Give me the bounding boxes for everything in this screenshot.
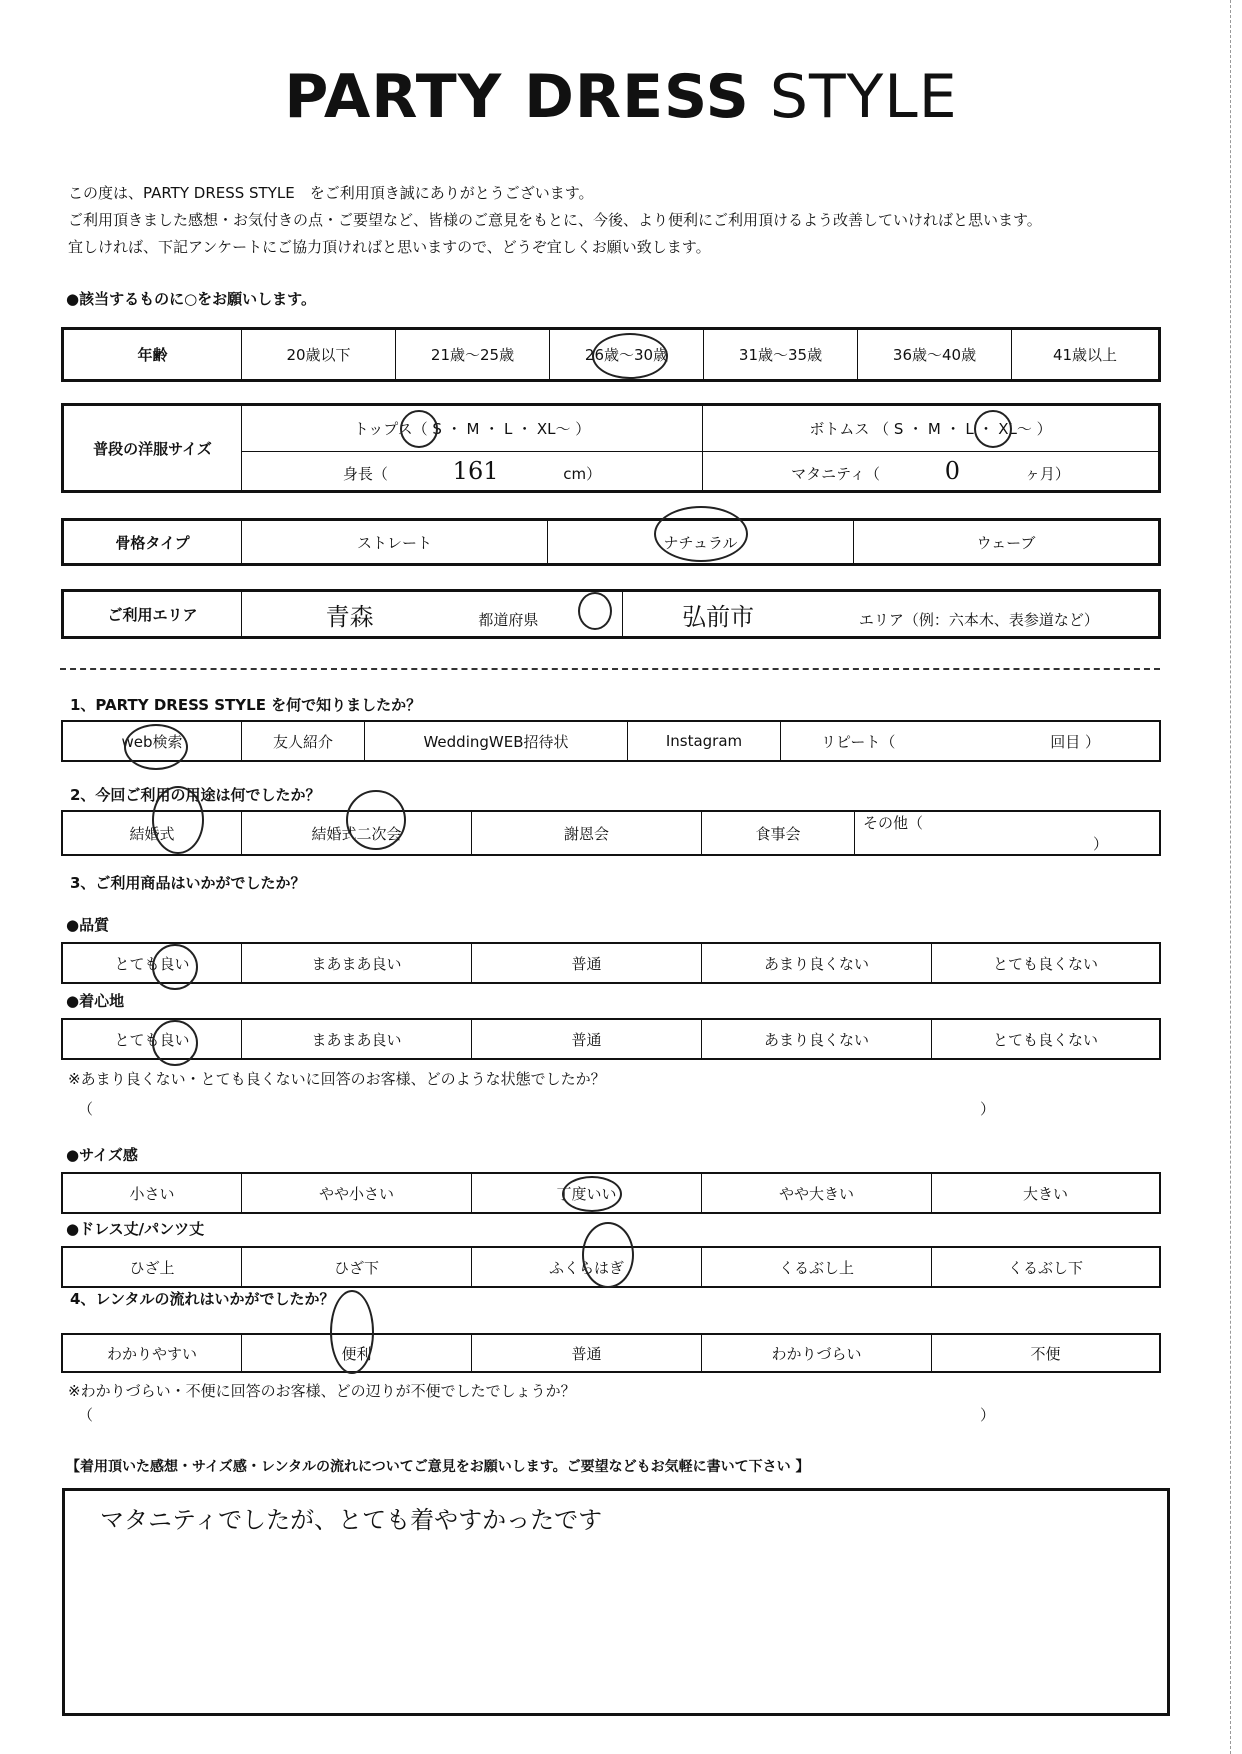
q2-other-close: ） bbox=[1093, 835, 1109, 853]
prefecture-unit: 都道府県 bbox=[478, 610, 539, 629]
prefecture-value: 青森 bbox=[325, 602, 374, 631]
fit-option[interactable]: 丁度いい bbox=[472, 1173, 702, 1213]
q4-problem-note: ※わかりづらい・不便に回答のお客様、どの辺りが不便でしたでしょうか？ bbox=[68, 1382, 576, 1400]
fit-option[interactable]: やや小さい bbox=[242, 1173, 472, 1213]
logo-bold: PARTY DRESS bbox=[284, 62, 750, 132]
quality-label: ●品質 bbox=[66, 916, 110, 934]
q2-other-field[interactable] bbox=[855, 811, 1161, 855]
q1-question: 1、PARTY DRESS STYLE を何で知りましたか？ bbox=[70, 696, 422, 714]
length-option[interactable]: ひざ下 bbox=[242, 1247, 472, 1287]
maternity-unit: ヶ月） bbox=[1024, 465, 1070, 483]
city-value: 弘前市 bbox=[682, 602, 755, 631]
q3-paren-open: （ bbox=[78, 1100, 94, 1118]
section-divider bbox=[60, 668, 1160, 670]
fit-label: ●サイズ感 bbox=[66, 1146, 138, 1164]
comfort-option[interactable]: とても良くない bbox=[932, 1019, 1161, 1059]
area-label: ご利用エリア bbox=[63, 591, 242, 638]
prefecture-field[interactable] bbox=[242, 591, 623, 638]
q4-option[interactable]: わかりづらい bbox=[702, 1334, 932, 1372]
age-option[interactable]: 36歳〜40歳 bbox=[858, 329, 1012, 381]
brand-logo bbox=[0, 62, 1242, 132]
tops-selection-circle bbox=[400, 410, 438, 448]
quality-option[interactable]: まあまあ良い bbox=[242, 943, 472, 983]
q3-paren-close: ） bbox=[980, 1100, 996, 1118]
q2-option[interactable]: 食事会 bbox=[702, 811, 855, 855]
intro-line-1: この度は、PARTY DRESS STYLE をご利用頂き誠にありがとうございます。 bbox=[68, 184, 594, 202]
logo-light: STYLE bbox=[769, 62, 958, 132]
quality-option[interactable]: 普通 bbox=[472, 943, 702, 983]
height-field[interactable] bbox=[242, 452, 703, 492]
quality-selection-circle bbox=[152, 944, 198, 990]
intro-text bbox=[68, 180, 1188, 261]
comfort-selection-circle bbox=[152, 1020, 198, 1066]
q4-selection-circle bbox=[330, 1290, 374, 1374]
age-label: 年齢 bbox=[63, 329, 242, 381]
q3-question: 3、ご利用商品はいかがでしたか？ bbox=[70, 874, 306, 892]
frame-table bbox=[61, 518, 1161, 566]
comfort-option[interactable]: とても良い bbox=[62, 1019, 242, 1059]
length-selection-circle bbox=[582, 1222, 634, 1288]
comfort-option[interactable]: あまり良くない bbox=[702, 1019, 932, 1059]
bottoms-selection-circle bbox=[974, 410, 1012, 448]
intro-line-2: ご利用頂きました感想・お気付きの点・ご要望など、皆様のご意見をもとに、今後、より便利にご利用頂けるよう改善していければと思います。 bbox=[68, 211, 1042, 229]
maternity-field[interactable] bbox=[703, 452, 1160, 492]
prefecture-selection-circle bbox=[578, 592, 612, 630]
intro-line-3: 宜しければ、下記アンケートにご協力頂ければと思いますので、どうぞ宜しくお願い致します。 bbox=[68, 238, 711, 256]
age-option[interactable]: 20歳以下 bbox=[242, 329, 396, 381]
area-hint: エリア（例：六本木、表参道など） bbox=[858, 610, 1099, 629]
q1-repeat-field[interactable] bbox=[781, 721, 1161, 761]
q2-option[interactable]: 結婚式 bbox=[62, 811, 242, 855]
q4-option[interactable]: わかりやすい bbox=[62, 1334, 242, 1372]
q2-question: 2、今回ご利用の用途は何でしたか？ bbox=[70, 786, 321, 804]
fit-option[interactable]: 大きい bbox=[932, 1173, 1161, 1213]
q2-table bbox=[61, 810, 1161, 856]
q1-option[interactable]: WeddingWEB招待状 bbox=[365, 721, 628, 761]
size-label: 普段の洋服サイズ bbox=[63, 405, 242, 492]
q1-repeat-count-label: 回目 ） bbox=[1050, 732, 1100, 751]
length-option[interactable]: くるぶし下 bbox=[932, 1247, 1161, 1287]
q4-option[interactable]: 不便 bbox=[932, 1334, 1161, 1372]
q1-repeat-label: リピート（ bbox=[821, 732, 896, 751]
age-option[interactable]: 41歳以上 bbox=[1012, 329, 1160, 381]
height-unit: cm） bbox=[563, 465, 602, 483]
q4-question: 4、レンタルの流れはいかがでしたか？ bbox=[70, 1290, 335, 1308]
q4-paren-close: ） bbox=[980, 1406, 996, 1424]
bottoms-sizes[interactable]: ボトムス （ S ・ M ・ L ・ XL〜 ） bbox=[703, 405, 1160, 452]
maternity-label: マタニティ（ bbox=[791, 465, 880, 483]
comfort-table bbox=[61, 1018, 1161, 1060]
comment-text: マタニティでしたが、とても着やすかったです bbox=[100, 1506, 603, 1534]
q1-option[interactable]: 友人紹介 bbox=[242, 721, 365, 761]
q2-option[interactable]: 結婚式二次会 bbox=[242, 811, 472, 855]
length-option[interactable]: くるぶし上 bbox=[702, 1247, 932, 1287]
quality-option[interactable]: あまり良くない bbox=[702, 943, 932, 983]
frame-option[interactable]: ストレート bbox=[242, 520, 548, 565]
q2-selection-circle-2 bbox=[346, 790, 406, 850]
tops-sizes[interactable]: トップス（ S ・ M ・ L ・ XL〜 ） bbox=[242, 405, 703, 452]
fit-selection-circle bbox=[562, 1176, 622, 1212]
q1-selection-circle bbox=[124, 724, 188, 770]
q2-other-label: その他（ bbox=[863, 814, 924, 832]
q1-table bbox=[61, 720, 1161, 762]
q4-option[interactable]: 普通 bbox=[472, 1334, 702, 1372]
length-label: ●ドレス丈/パンツ丈 bbox=[66, 1220, 205, 1238]
q4-table bbox=[61, 1333, 1161, 1373]
fit-option[interactable]: やや大きい bbox=[702, 1173, 932, 1213]
maternity-value: 0 bbox=[944, 457, 961, 485]
age-option[interactable]: 26歳〜30歳 bbox=[550, 329, 704, 381]
frame-option[interactable]: ウェーブ bbox=[854, 520, 1160, 565]
quality-table bbox=[61, 942, 1161, 984]
age-option[interactable]: 21歳〜25歳 bbox=[396, 329, 550, 381]
fit-option[interactable]: 小さい bbox=[62, 1173, 242, 1213]
comment-heading: 【着用頂いた感想・サイズ感・レンタルの流れについてご意見をお願いします。ご要望などもお気軽に書いて下さい 】 bbox=[66, 1459, 810, 1475]
q4-option[interactable]: 便利 bbox=[242, 1334, 472, 1372]
quality-option[interactable]: とても良くない bbox=[932, 943, 1161, 983]
comfort-option[interactable]: 普通 bbox=[472, 1019, 702, 1059]
frame-label: 骨格タイプ bbox=[63, 520, 242, 565]
q2-option[interactable]: 謝恩会 bbox=[472, 811, 702, 855]
comfort-option[interactable]: まあまあ良い bbox=[242, 1019, 472, 1059]
q4-paren-open: （ bbox=[78, 1406, 94, 1424]
q1-option[interactable]: Instagram bbox=[628, 721, 781, 761]
age-option[interactable]: 31歳〜35歳 bbox=[704, 329, 858, 381]
q1-option[interactable]: web検索 bbox=[62, 721, 242, 761]
q3-problem-note: ※あまり良くない・とても良くないに回答のお客様、どのような状態でしたか？ bbox=[68, 1070, 606, 1088]
instruction-heading: ●該当するものに○をお願いします。 bbox=[66, 290, 316, 308]
length-option[interactable]: ふくらはぎ bbox=[472, 1247, 702, 1287]
quality-option[interactable]: とても良い bbox=[62, 943, 242, 983]
scan-edge-line bbox=[1230, 0, 1231, 1754]
length-option[interactable]: ひざ上 bbox=[62, 1247, 242, 1287]
q2-selection-circle-1 bbox=[152, 786, 204, 854]
city-field[interactable] bbox=[623, 591, 1160, 638]
frame-selection-circle bbox=[654, 506, 748, 562]
frame-option[interactable]: ナチュラル bbox=[548, 520, 854, 565]
age-selection-circle bbox=[592, 333, 668, 379]
comfort-label: ●着心地 bbox=[66, 992, 125, 1010]
height-value: 161 bbox=[452, 457, 499, 485]
height-label: 身長（ bbox=[342, 465, 388, 483]
